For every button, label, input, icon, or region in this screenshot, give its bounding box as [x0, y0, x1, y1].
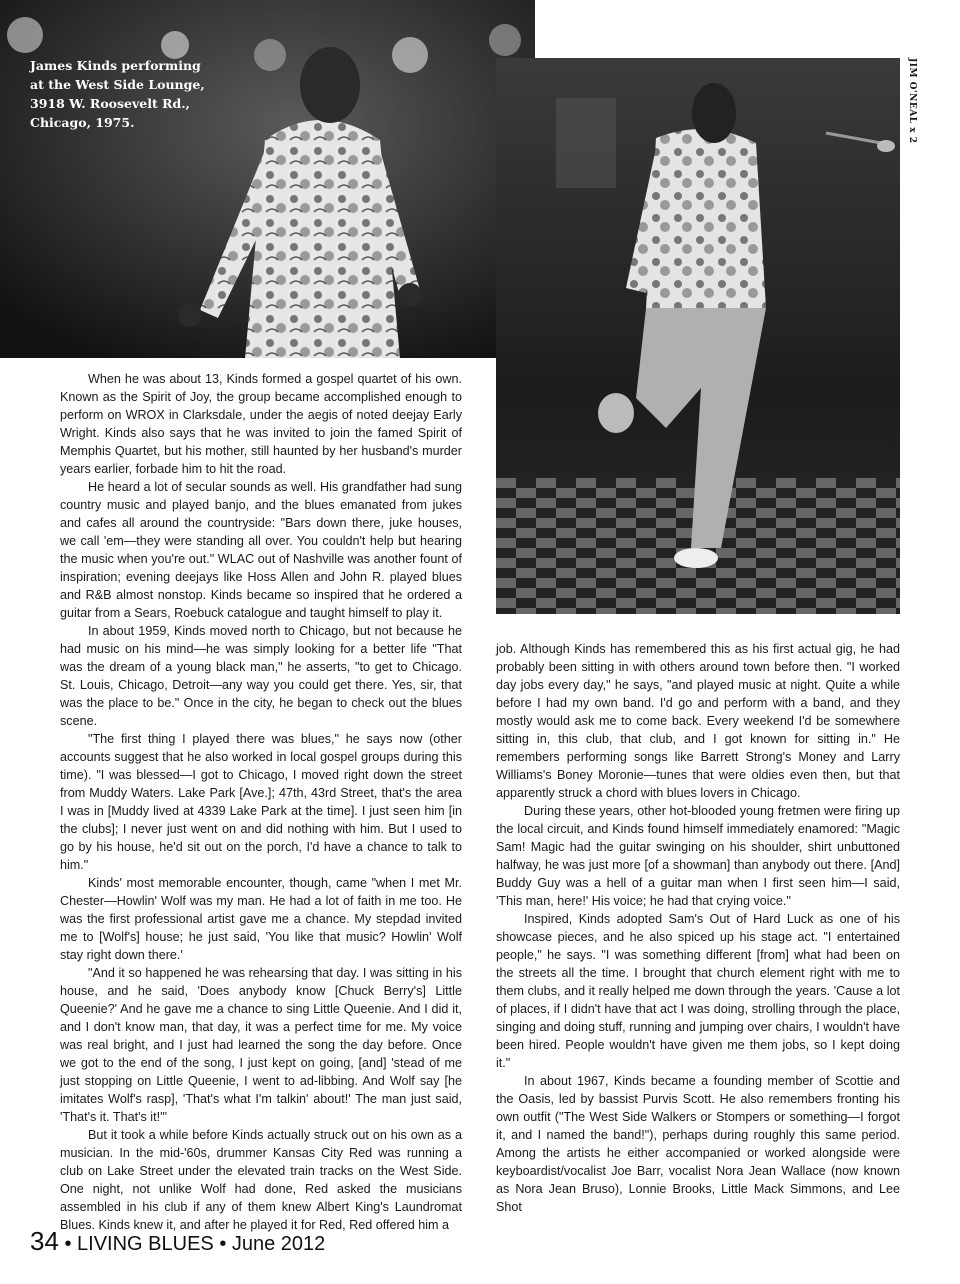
photo-credit-text: JIM O'NEAL x 2: [907, 58, 917, 144]
article-paragraph: Kinds' most memorable encounter, though, came "when I met Mr. Chester—Howlin' Wolf was my man. He had a lot of faith in me too. He was the first professional artist gave me a chance. My stepdad invited me to [Wolf's] house; he just said, 'You like that music? Howlin' Wolf stay right down there.': [60, 876, 462, 962]
article-paragraph: He heard a lot of secular sounds as well. His grandfather had sung country music and played banjo, and the blues emanated from jukes and cafes all around the countryside: "Bars down there, juke houses, we call 'em—they were standing all over. You couldn't help but hearing the music when you're out." WLAC out of Nashville was another fount of inspiration; evening deejays like Hoss Allen and John R. played blues and R&B almost nonstop. Kinds became so inspired that he ordered a guitar from a Sears, Roebuck catalogue and taught himself to play it.: [60, 480, 462, 620]
article-column-left: [60, 370, 462, 1234]
caption-line: James Kinds performing: [30, 58, 201, 73]
page-footer: [30, 1226, 325, 1257]
article-paragraph: In about 1967, Kinds became a founding member of Scottie and the Oasis, led by bassist Purvis Scott. He also remembers fronting his own outfit ("The West Side Walkers or Stompers or something—I forgot it, and I named the band!"), perhaps during roughly this same period. Among the artists he either accompanied or worked alongside were keyboardist/vocalist Joe Barr, vocalist Nora Jean Wallace (now known as Nora Jean Bruso), Lonnie Brooks, Little Mack Simmons, and Lee Shot: [496, 1074, 900, 1214]
article-paragraph: "The first thing I played there was blues," he says now (other accounts suggest that he also worked in local gospel groups during this time). "I was blessed—I got to Chicago, I moved right down the street from Muddy Waters. Lake Park [Ave.]; 47th, 43rd Street, that's the area I was in [Muddy lived at 4339 Lake Park at the time]. I just seen him [in the clubs]; I never just went on and did nothing with him. But I used to go by his house, he'd sit out on the porch, I'd have a chance to talk to him.": [60, 732, 462, 872]
footer-publication: • LIVING BLUES • June 2012: [58, 1233, 326, 1255]
article-paragraph: Inspired, Kinds adopted Sam's Out of Hard Luck as one of his showcase pieces, and he also spiced up his stage act. "I entertained people," he says. "I was something different [from] what had been on the streets all the time. I brought that church element right with me to them clubs, and it really helped me down through the years. 'Cause a lot of places, if I didn't have that act I was doing, strolling through the place, singing and doing stuff, running and jumping over chairs, I wouldn't have been hired. People wouldn't have given me them jobs, so I kept doing it.": [496, 912, 900, 1070]
photo-caption: [30, 56, 260, 132]
photo-performer-left: [0, 0, 535, 358]
article-column-right: [496, 640, 900, 1216]
article-paragraph: job. Although Kinds has remembered this as his first actual gig, he had probably been sitting in with others around town before then. "I worked day jobs every day," he says, "and played music at night. Quite a while before I had my own band. I'd go and perform with a band, and they mostly would ask me to come back. Every weekend I'd be somewhere sitting in, this club, that club, and I got known for sitting in." He remembers performing songs like Barrett Strong's Money and Larry Williams's Boney Moronie—tunes that were oldies even then, but that apparently struck a chord with blues lovers in Chicago.: [496, 642, 900, 800]
caption-line: Chicago, 1975.: [30, 115, 135, 130]
photo-credit: [902, 58, 922, 208]
page-number: 34: [30, 1226, 59, 1256]
article-paragraph: In about 1959, Kinds moved north to Chicago, but not because he had music on his mind—he was simply looking for a better life "That was the dream of a young black man," he asserts, "to get to Chicago. St. Louis, Chicago, Detroit—any way you could get there. Yes, sir, that was the place to be." Once in the city, he began to check out the blues scene.: [60, 624, 462, 728]
article-paragraph: But it took a while before Kinds actually struck out on his own as a musician. In the mid-'60s, drummer Kansas City Red was running a club on Lake Street under the elevated train tracks on the West Side. One night, not unlike Wolf had done, Red asked the musicians assembled in his club if any of them knew Albert King's Laundromat Blues. Kinds knew it, and after he played it for Red, Red offered him a: [60, 1128, 462, 1232]
caption-line: at the West Side Lounge,: [30, 77, 205, 92]
caption-line: 3918 W. Roosevelt Rd.,: [30, 96, 190, 111]
photo-performer-right: [496, 58, 900, 614]
article-paragraph: When he was about 13, Kinds formed a gospel quartet of his own. Known as the Spirit of Joy, the group became accomplished enough to perform on WROX in Clarksdale, under the aegis of noted deejay Early Wright. Kinds also says that he was invited to join the famed Spirit of Memphis Quartet, but his mother, still haunted by her husband's murder years earlier, forbade him to hit the road.: [60, 372, 462, 476]
article-paragraph: During these years, other hot-blooded young fretmen were firing up the local circuit, and Kinds found himself immediately enamored: "Magic Sam! Magic had the guitar swinging on his shoulder, shirt unbuttoned halfway, he was just more [of a showman] than anybody out there. [And] Buddy Guy was a hell of a guitar man when I first seen him—I said, 'This man, here!' His voice; he had that crying voice.": [496, 804, 900, 908]
article-paragraph: "And it so happened he was rehearsing that day. I was sitting in his house, and he said, 'Does anybody know [Chuck Berry's] Little Queenie?' And he gave me a chance to sing Little Queenie. And I did it, and I don't know man, that day, it was a perfect time for me. My voice was real bright, and I just had learned the song the day before. Once we got to the end of the song, I just kept on going, [and] 'stead of me just stopping on Little Queenie, I went to ad-libbing. And Wolf say [he imitates Wolf's rasp], 'That's what I'm talkin' about!' The man just said, 'That's it. That's it!'": [60, 966, 462, 1124]
